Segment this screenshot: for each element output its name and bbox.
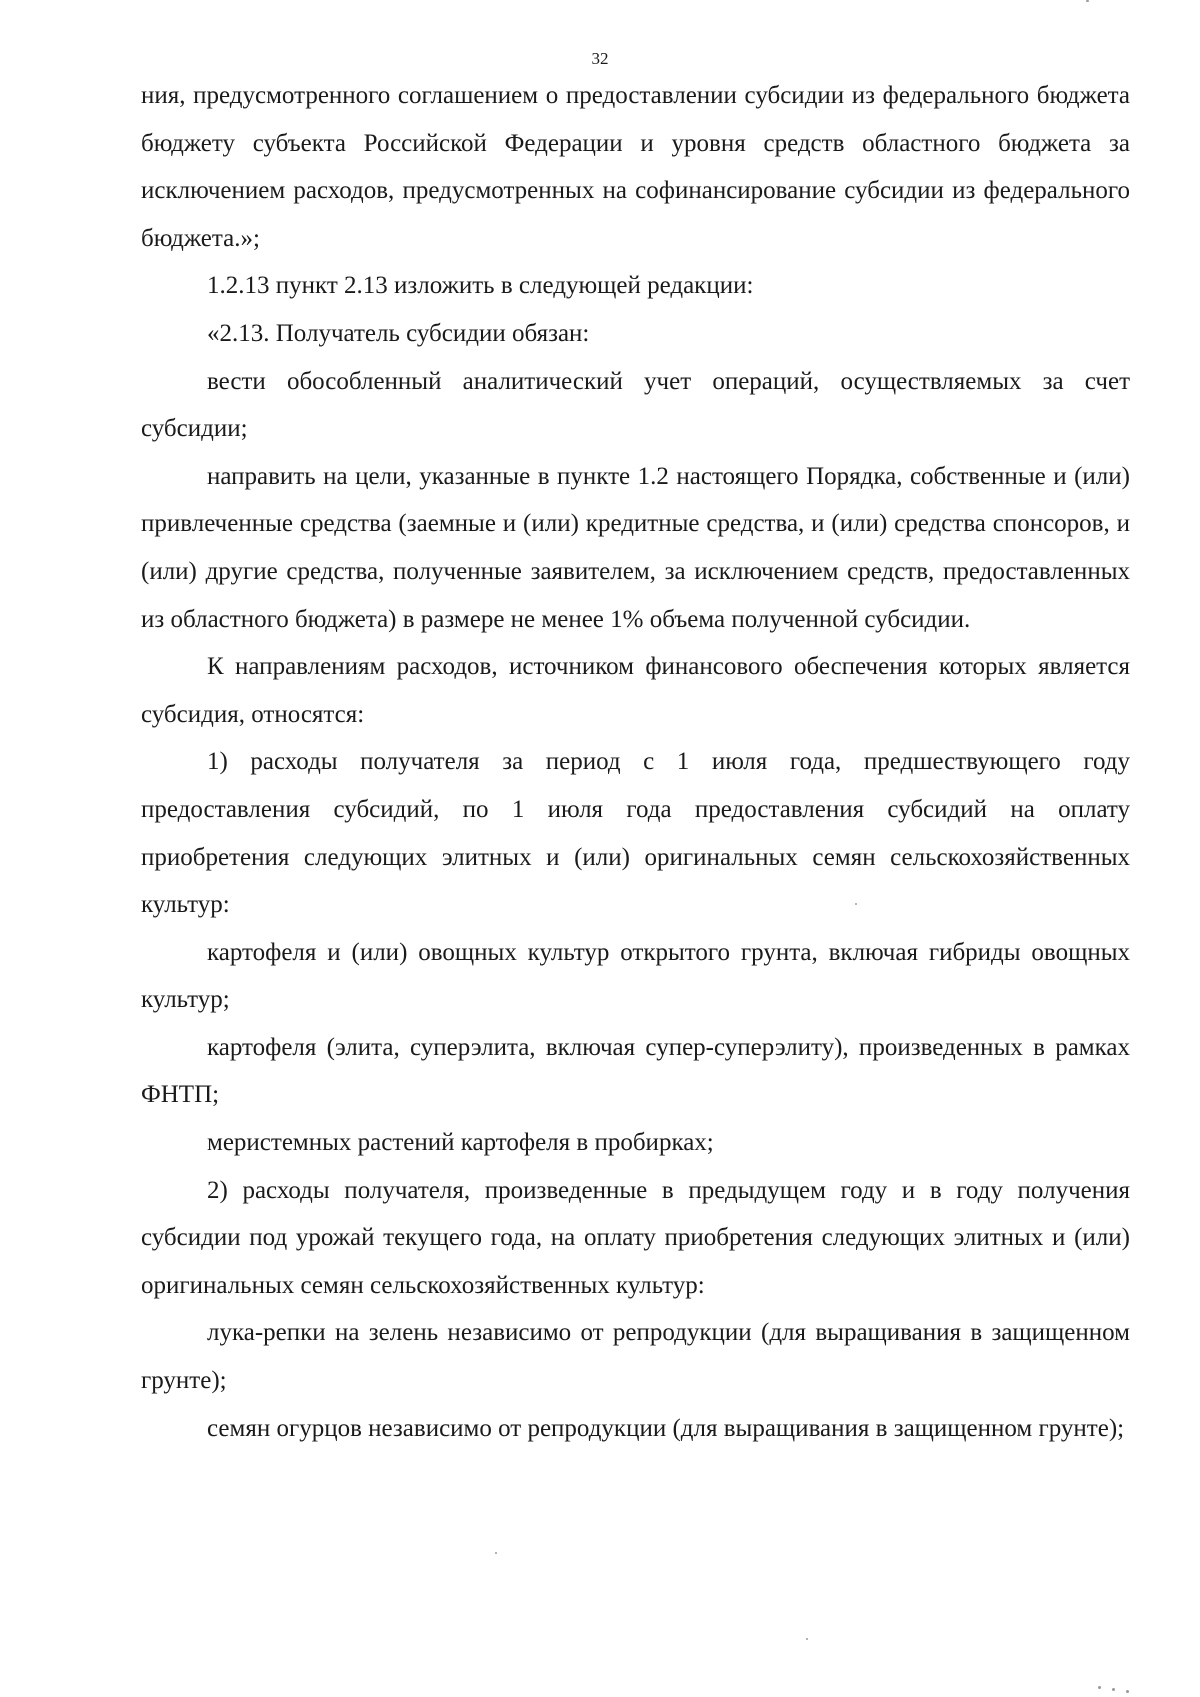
scan-speck xyxy=(1112,1688,1115,1691)
paragraph-expense-directions: К направлениям расходов, источником финансового обеспечения которых является субсидия, относятся: xyxy=(141,653,1130,728)
paragraph-item-1: 1) расходы получателя за период с 1 июля года, предшествующего году предоставления субсидий, по 1 июля года предоставления субсидий на оплату приобретения следующих элитных и (или) оригинальных семян сельскохозяйственных культур: xyxy=(141,748,1130,919)
paragraph-separate-accounting: вести обособленный аналитический учет операций, осуществляемых за счет субсидии; xyxy=(141,367,1130,443)
paragraph-continuation: ния, предусмотренного соглашением о предоставлении субсидии из федерального бюджета бюджету субъекта Российской Федерации и уровня средств областного бюджета за исключением расходов, предусмотренных на софинансирование субсидии из федерального бюджета.»; xyxy=(141,82,1130,252)
paragraph-meristem-plants: меристемных растений картофеля в пробирках; xyxy=(207,1129,714,1157)
scan-speck xyxy=(1098,1686,1101,1689)
paragraph-onion: лука-репки на зелень независимо от репродукции (для выращивания в защищенном грунте); xyxy=(141,1319,1130,1395)
scan-speck xyxy=(806,1638,808,1640)
paragraph-cucumber: семян огурцов независимо от репродукции (для выращивания в защищенном грунте); xyxy=(207,1414,1125,1442)
paragraph-clause-1-2-13: 1.2.13 пункт 2.13 изложить в следующей редакции: xyxy=(207,272,754,300)
paragraph-potato-vegetables: картофеля и (или) овощных культур открытого грунта, включая гибриды овощных культур; xyxy=(141,938,1130,1014)
scan-speck xyxy=(1126,1690,1129,1693)
paragraph-clause-2-13-heading: «2.13. Получатель субсидии обязан: xyxy=(207,319,590,347)
scan-speck xyxy=(855,903,857,905)
scan-speck xyxy=(495,1552,497,1554)
paragraph-own-funds: направить на цели, указанные в пункте 1.2 настоящего Порядка, собственные и (или) привлеченные средства (заемные и (или) кредитные средства, и (или) средства спонсоров, и (или) другие средства, полученные заявителем, за исключением средств, предоставленных из областного бюджета) в размере не менее 1% объема полученной субсидии. xyxy=(141,462,1130,633)
page-number: 32 xyxy=(591,49,609,68)
scan-speck xyxy=(1086,0,1089,2)
paragraph-item-2: 2) расходы получателя, произведенные в предыдущем году и в году получения субсидии под урожай текущего года, на оплату приобретения следующих элитных и (или) оригинальных семян сельскохозяйственных культур: xyxy=(141,1176,1130,1299)
paragraph-potato-elite: картофеля (элита, суперэлита, включая супер-суперэлиту), произведенных в рамках ФНТП; xyxy=(141,1033,1130,1109)
document-body xyxy=(141,72,1130,1452)
